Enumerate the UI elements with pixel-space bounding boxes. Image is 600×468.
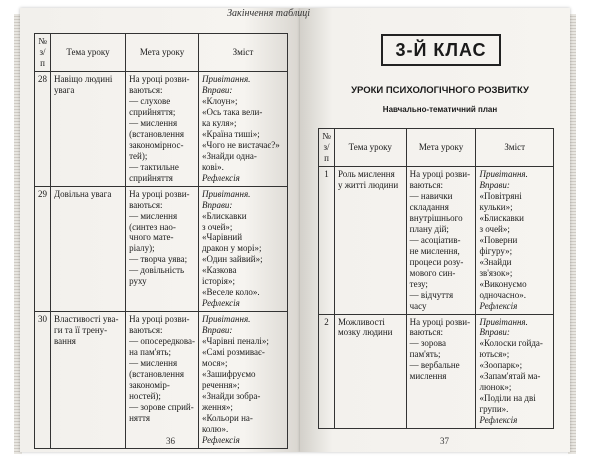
lesson-content-line: групи». — [479, 404, 509, 415]
lesson-content-line: люнок»; — [479, 382, 512, 393]
left-lesson-table — [34, 33, 288, 449]
table-row — [35, 186, 288, 312]
lesson-content-line: одночасно». — [479, 289, 526, 300]
lesson-content — [199, 71, 288, 186]
lesson-content-line: «Колоски гойда- — [479, 338, 543, 349]
lesson-content-line: «Клоун»; — [202, 95, 238, 106]
lesson-theme — [334, 314, 406, 429]
lesson-goal-line: (встановлення — [129, 128, 185, 139]
lesson-content-line: «Знайди одна- — [202, 150, 257, 161]
lesson-content-line: фігуру»; — [479, 245, 513, 256]
lesson-content-line: зв'язок»; — [479, 267, 513, 278]
lesson-goal-line: няття — [129, 412, 150, 423]
lesson-content-line: ження»; — [202, 402, 233, 412]
lesson-goal-line: (встановлення — [129, 369, 185, 380]
table-row — [35, 312, 288, 449]
page-number-left: 36 — [166, 436, 175, 446]
lesson-content-line: Привітання. — [202, 188, 251, 199]
lesson-content-line: Рефлексія — [202, 298, 240, 309]
lesson-goal-line: На уроці розви- — [129, 314, 190, 325]
lesson-content-line: кові». — [202, 161, 224, 172]
lesson-theme-line: у житті людини — [337, 179, 399, 190]
lesson-goal-line: мового син- — [409, 267, 456, 278]
lesson-goal-line: пам'ять; — [409, 349, 441, 360]
lesson-goal-line: сприйняття; — [129, 106, 176, 117]
lesson-content-line: Вправи: — [202, 199, 233, 210]
lesson-content — [199, 312, 288, 449]
lesson-content-line: «Запам'ятай ма- — [479, 371, 541, 382]
lesson-content — [476, 166, 554, 314]
lesson-goal-line: ваються: — [129, 199, 163, 210]
lesson-content-line: Вправи: — [479, 179, 510, 190]
lesson-number: 30 — [35, 312, 51, 449]
lesson-goal — [406, 166, 476, 314]
lesson-theme — [51, 312, 126, 449]
lesson-content — [199, 186, 288, 312]
lesson-content-line: з очей»; — [202, 221, 233, 232]
lesson-content-line: «Повітряні — [479, 190, 522, 201]
lesson-content-line: кульки»; — [479, 201, 513, 212]
lesson-theme-line: Можливості — [337, 316, 385, 327]
lesson-content-line: «Кольори на- — [202, 412, 253, 423]
lesson-content-line: Рефлексія — [202, 172, 240, 183]
lesson-goal-line: ріалу); — [129, 243, 155, 254]
lesson-goal-line: на пам'ять; — [129, 347, 171, 358]
lesson-goal-line: — творча уява; — [129, 254, 188, 265]
lesson-content-line: Вправи: — [479, 327, 510, 338]
lesson-content-line: «Поверни — [479, 234, 518, 245]
lesson-content-line: Привітання. — [479, 316, 528, 327]
lesson-goal-line: — мислення — [129, 117, 178, 128]
lesson-goal-line: тезу; — [409, 278, 428, 289]
lesson-goal-line: внутрішнього — [409, 212, 463, 223]
right-lesson-table — [318, 128, 554, 429]
lesson-content-line: колю». — [202, 423, 229, 434]
lesson-number: 28 — [35, 71, 51, 186]
lesson-content-line: дракон у морі»; — [202, 243, 262, 254]
lesson-goal-line: На уроці розви- — [129, 73, 190, 84]
grade-heading: 3-Й КЛАС — [381, 34, 501, 66]
table-row — [319, 314, 554, 429]
lesson-goal-line: — вербальне — [409, 360, 460, 371]
lesson-content-line: мося»; — [202, 358, 228, 369]
lesson-goal-line: На уроці розви- — [129, 188, 190, 199]
lesson-content-line: Рефлексія — [479, 415, 518, 426]
lesson-theme-line: Роль мислення — [337, 168, 395, 179]
lesson-goal-line: — навички — [409, 190, 453, 201]
lesson-theme-line: Довільна увага — [54, 188, 112, 199]
running-head: Закінчення таблиці — [227, 8, 310, 19]
lesson-content-line: «Країна тиші»; — [202, 128, 260, 139]
lesson-content-line: «Самі розмиває- — [202, 347, 265, 358]
lesson-content-line: Привітання. — [202, 73, 251, 84]
lesson-content-line: Рефлексія — [202, 434, 240, 445]
lesson-goal-line: сприйняття — [129, 172, 173, 183]
lesson-content-line: «Чого не вистачає?» — [202, 139, 280, 150]
table-header-row — [319, 129, 554, 167]
lesson-content-line: «Один зайвий»; — [202, 254, 263, 265]
lesson-content-line: «Веселе коло». — [202, 287, 260, 298]
lesson-goal-line: На уроці розви- — [409, 316, 471, 327]
lesson-content-line: ються»; — [479, 349, 510, 360]
lesson-theme-line: увага — [54, 84, 75, 95]
lesson-content-line: ка куля»; — [202, 117, 237, 128]
lesson-number: 29 — [35, 186, 51, 312]
lesson-goal-line: не мислення, — [409, 245, 460, 256]
lesson-goal-line: часу — [409, 300, 427, 311]
table-header-row — [35, 34, 288, 72]
lesson-content-line: Вправи: — [202, 84, 233, 95]
lesson-goal — [406, 314, 476, 429]
lesson-content-line: «Знайди зобра- — [202, 391, 261, 402]
lesson-theme — [51, 186, 126, 312]
lesson-goal-line: ностей); — [129, 391, 161, 402]
lesson-goal-line: ваються: — [129, 84, 163, 95]
lesson-content-line: «Ось така вели- — [202, 106, 263, 117]
lesson-goal-line: тей); — [129, 150, 148, 161]
lesson-content-line: «Знайди — [479, 256, 512, 267]
lesson-theme — [334, 166, 406, 314]
lesson-theme-line: Навіщо людині — [54, 73, 113, 84]
lesson-number: 1 — [319, 166, 335, 314]
lesson-goal-line: — асоціатив- — [409, 234, 461, 245]
lesson-content-line: «Казкова — [202, 265, 237, 276]
lesson-content-line: з очей»; — [479, 223, 510, 234]
lesson-theme-line: вання — [54, 336, 76, 347]
lesson-goal-line: — відчуття — [409, 289, 454, 300]
table-row — [35, 71, 288, 186]
lesson-number: 2 — [319, 314, 335, 429]
lesson-goal-line: — слухове — [129, 95, 171, 106]
lesson-theme — [51, 71, 126, 186]
lesson-goal-line: — зорова — [409, 338, 447, 349]
lesson-goal — [126, 312, 199, 449]
lesson-goal-line: закономір- — [129, 380, 170, 391]
lesson-goal-line: складання — [409, 201, 449, 212]
lesson-content-line: Привітання. — [202, 314, 251, 325]
lesson-goal-line: — мислення — [129, 358, 178, 369]
lesson-goal-line: ваються: — [409, 179, 444, 190]
header-content: Зміст — [476, 129, 554, 167]
lesson-goal-line: плану дій; — [409, 223, 449, 234]
header-content: Зміст — [199, 34, 288, 72]
header-theme: Тема уроку — [334, 129, 406, 167]
lesson-content — [476, 314, 554, 429]
lesson-goal-line: ваються: — [129, 325, 163, 336]
lesson-goal-line: — довільність — [129, 265, 185, 276]
header-num: № з/п — [319, 129, 335, 167]
lesson-goal-line: (синтез нао- — [129, 221, 176, 232]
lesson-goal — [126, 186, 199, 312]
lesson-goal-line: — зорове сприй- — [129, 402, 194, 412]
lesson-content-line: «Блискавки — [479, 212, 524, 223]
lesson-goal-line: — опосередкова- — [129, 336, 195, 347]
lesson-content-line: «Чарівний — [202, 232, 243, 243]
lesson-content-line: «Поділи на дві — [479, 393, 536, 404]
lesson-content-line: «Зашифруємо — [202, 369, 256, 380]
lesson-content-line: речення»; — [202, 380, 240, 391]
lesson-content-line: Рефлексія — [479, 300, 518, 311]
section-subtitle: Навчально-тематичний план — [382, 105, 498, 114]
lesson-goal-line: ваються: — [409, 327, 444, 338]
header-goal: Мета уроку — [126, 34, 199, 72]
lesson-content-line: «Блискавки — [202, 210, 247, 221]
lesson-theme-line: мозку людини — [337, 327, 393, 338]
header-goal: Мета уроку — [406, 129, 476, 167]
lesson-content-line: історія»; — [202, 276, 235, 287]
lesson-theme-line: ги та її трену- — [54, 325, 108, 336]
table-row — [319, 166, 554, 314]
lesson-theme-line: Властивості ува- — [54, 314, 119, 325]
lesson-goal-line: мислення — [409, 371, 447, 382]
lesson-goal-line: руху — [129, 276, 147, 287]
header-theme: Тема уроку — [51, 34, 126, 72]
lesson-content-line: «Зоопарк»; — [479, 360, 523, 371]
lesson-goal-line: На уроці розви- — [409, 168, 471, 179]
lesson-content-line: «Чарівні пеналі»; — [202, 336, 269, 347]
lesson-content-line: «Виконуємо — [479, 278, 527, 289]
section-title: УРОКИ ПСИХОЛОГІЧНОГО РОЗВИТКУ — [351, 85, 529, 96]
page-number-right: 37 — [440, 436, 449, 446]
lesson-goal-line: процеси розу- — [409, 256, 464, 267]
lesson-goal-line: закономірнос- — [129, 139, 184, 150]
lesson-content-line: Привітання. — [479, 168, 528, 179]
lesson-goal-line: — тактильне — [129, 161, 179, 172]
lesson-content-line: Вправи: — [202, 325, 233, 336]
lesson-goal-line: чного мате- — [129, 232, 174, 243]
header-num: № з/п — [35, 34, 51, 72]
lesson-goal-line: — мислення — [129, 210, 178, 221]
lesson-goal — [126, 71, 199, 186]
